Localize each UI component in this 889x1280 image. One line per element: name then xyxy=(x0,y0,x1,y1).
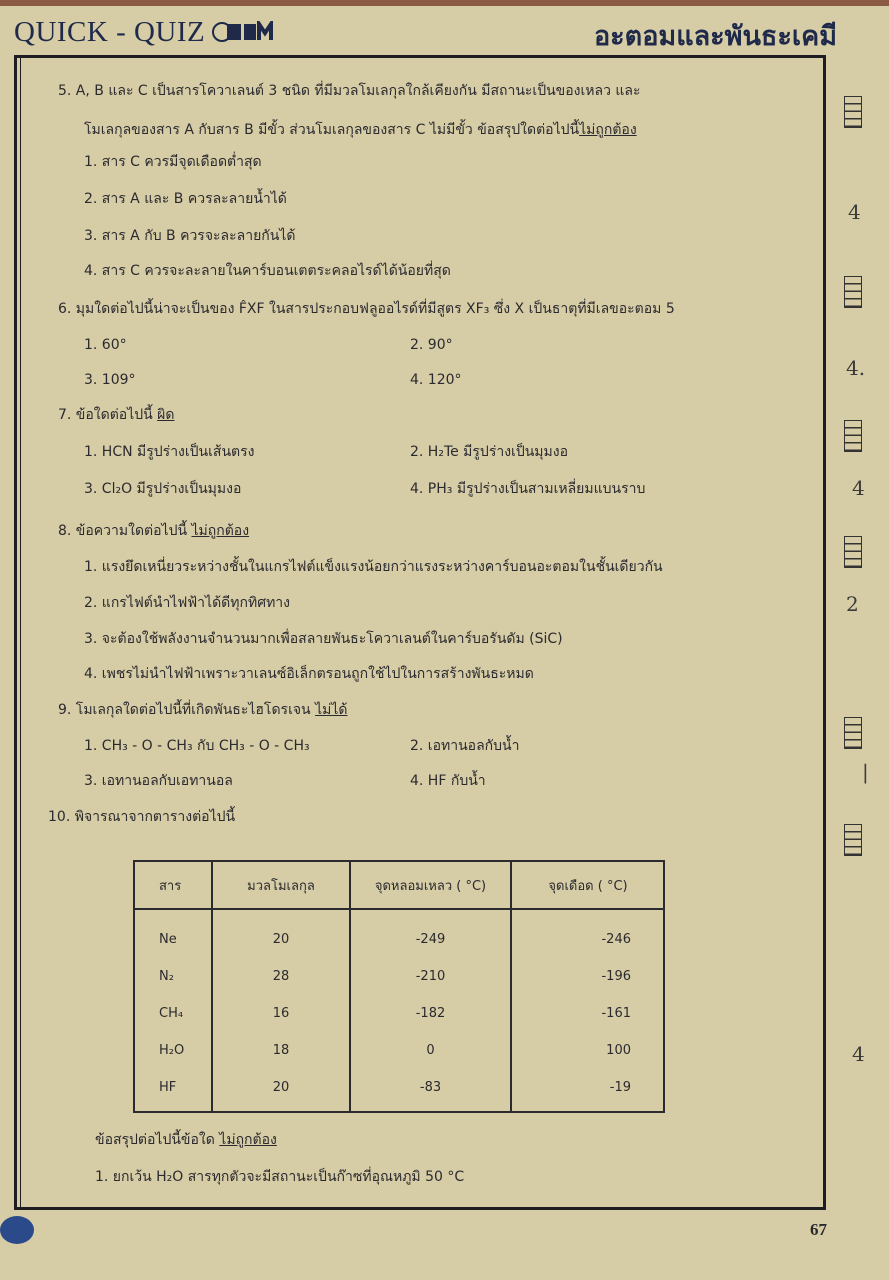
answer-box-q8[interactable] xyxy=(844,536,862,568)
header-substance: สาร xyxy=(134,861,212,909)
properties-table xyxy=(133,860,665,1113)
header-molar-mass: มวลโมเลกุล xyxy=(212,861,350,909)
handwritten-answer-q9: | xyxy=(862,760,869,784)
q6-stem: 6. มุมใดต่อไปนี้น่าจะเป็นของ F̂XF ในสารประกอบฟลูออไรด์ที่มีสูตร XF₃ ซึ่ง X เป็นธาตุที่มีเลขอะตอม 5 xyxy=(58,301,675,317)
q5-option-1: 1. สาร C ควรมีจุดเดือดต่ำสุด xyxy=(84,154,262,170)
q10-conclusion-text: ข้อสรุปต่อไปนี้ข้อใด xyxy=(95,1132,220,1148)
cell-melting-point: -83 xyxy=(350,1069,511,1112)
q7-option-1: 1. HCN มีรูปร่างเป็นเส้นตรง xyxy=(84,444,255,460)
cell-substance: CH₄ xyxy=(134,995,212,1032)
q7-option-3: 3. Cl₂O มีรูปร่างเป็นมุมงอ xyxy=(84,481,242,497)
q9-option-1: 1. CH₃ - O - CH₃ กับ CH₃ - O - CH₃ xyxy=(84,738,310,754)
q7-option-2: 2. H₂Te มีรูปร่างเป็นมุมงอ xyxy=(410,444,568,460)
cell-molar-mass: 18 xyxy=(212,1032,350,1069)
answer-box-q7[interactable] xyxy=(844,420,862,452)
q8-option-4: 4. เพชรไม่นำไฟฟ้าเพราะวาเลนซ์อิเล็กตรอนถูกใช้ไปในการสร้างพันธะหมด xyxy=(84,666,534,682)
quick-quiz-title: QUICK - QUIZ xyxy=(14,16,206,48)
series-title xyxy=(14,16,277,49)
answer-box-q10[interactable] xyxy=(844,824,862,856)
q5-stem-text: โมเลกุลของสาร A กับสาร B มีขั้ว ส่วนโมเลกุลของสาร C ไม่มีขั้ว ข้อสรุปใดต่อไปนี้ xyxy=(84,122,580,138)
table-row xyxy=(134,1069,664,1112)
corner-logo-icon xyxy=(0,1216,34,1244)
q9-stem xyxy=(58,701,347,719)
q5-stem-line2 xyxy=(84,121,637,139)
cell-molar-mass: 28 xyxy=(212,958,350,995)
cell-substance: Ne xyxy=(134,909,212,958)
q8-option-3: 3. จะต้องใช้พลังงานจำนวนมากเพื่อสลายพันธะโควาเลนต์ในคาร์บอรันดัม (SiC) xyxy=(84,631,563,647)
q5-emphasis: ไม่ถูกต้อง xyxy=(579,122,637,138)
q9-emphasis: ไม่ได้ xyxy=(315,702,348,718)
q5-option-4: 4. สาร C ควรจะละลายในคาร์บอนเตตระคลอไรด์ได้น้อยที่สุด xyxy=(84,263,451,279)
q9-option-2: 2. เอทานอลกับน้ำ xyxy=(410,738,520,754)
q9-stem-text: 9. โมเลกุลใดต่อไปนี้ที่เกิดพันธะไฮโดรเจน xyxy=(58,702,316,718)
q10-emphasis: ไม่ถูกต้อง xyxy=(219,1132,277,1148)
cell-melting-point: -182 xyxy=(350,995,511,1032)
handwritten-answer-q10: 4 xyxy=(852,1042,865,1066)
cell-boiling-point: 100 xyxy=(511,1032,664,1069)
q10-option-1: 1. ยกเว้น H₂O สารทุกตัวจะมีสถานะเป็นก๊าซที่อุณหภูมิ 50 °C xyxy=(95,1169,465,1185)
answer-box-q6[interactable] xyxy=(844,276,862,308)
q10-stem: 10. พิจารณาจากตารางต่อไปนี้ xyxy=(48,809,236,825)
q8-stem-text: 8. ข้อความใดต่อไปนี้ xyxy=(58,523,192,539)
q7-option-4: 4. PH₃ มีรูปร่างเป็นสามเหลี่ยมแบนราบ xyxy=(410,481,646,497)
cell-substance: N₂ xyxy=(134,958,212,995)
cell-molar-mass: 20 xyxy=(212,1069,350,1112)
q10-conclusion xyxy=(95,1131,277,1149)
q6-option-4: 4. 120° xyxy=(410,372,462,388)
handwritten-answer-q5: 4 xyxy=(848,200,861,224)
table-row xyxy=(134,958,664,995)
cell-molar-mass: 20 xyxy=(212,909,350,958)
answer-box-q9[interactable] xyxy=(844,717,862,749)
cell-molar-mass: 16 xyxy=(212,995,350,1032)
cell-melting-point: 0 xyxy=(350,1032,511,1069)
page-edge xyxy=(0,0,889,6)
q9-option-4: 4. HF กับน้ำ xyxy=(410,773,486,789)
cell-boiling-point: -161 xyxy=(511,995,664,1032)
q7-emphasis: ผิด xyxy=(157,407,175,423)
q8-option-2: 2. แกรไฟต์นำไฟฟ้าได้ดีทุกทิศทาง xyxy=(84,595,291,611)
cell-boiling-point: -196 xyxy=(511,958,664,995)
header-melting-point: จุดหลอมเหลว ( °C) xyxy=(350,861,511,909)
cell-substance: HF xyxy=(134,1069,212,1112)
q5-option-2: 2. สาร A และ B ควรละลายน้ำได้ xyxy=(84,191,287,207)
q6-option-2: 2. 90° xyxy=(410,337,453,353)
q7-stem xyxy=(58,406,174,424)
q6-option-1: 1. 60° xyxy=(84,337,127,353)
q7-stem-text: 7. ข้อใดต่อไปนี้ xyxy=(58,407,158,423)
cell-melting-point: -249 xyxy=(350,909,511,958)
q8-emphasis: ไม่ถูกต้อง xyxy=(191,523,250,539)
chem-logo-icon xyxy=(211,21,277,43)
cell-substance: H₂O xyxy=(134,1032,212,1069)
q5-stem-line1: 5. A, B และ C เป็นสารโควาเลนต์ 3 ชนิด ที่มีมวลโมเลกุลใกล้เคียงกัน มีสถานะเป็นของเหลว และ xyxy=(58,83,641,99)
q8-stem xyxy=(58,522,249,540)
q8-option-1: 1. แรงยึดเหนี่ยวระหว่างชั้นในแกรไฟต์แข็งแรงน้อยกว่าแรงระหว่างคาร์บอนอะตอมในชั้นเดียวกัน xyxy=(84,559,663,575)
table-row xyxy=(134,909,664,958)
table-row xyxy=(134,995,664,1032)
cell-melting-point: -210 xyxy=(350,958,511,995)
handwritten-answer-q8: 2 xyxy=(846,592,859,616)
q5-option-3: 3. สาร A กับ B ควรจะละลายกันได้ xyxy=(84,228,296,244)
header-boiling-point: จุดเดือด ( °C) xyxy=(511,861,664,909)
answer-box-q5[interactable] xyxy=(844,96,862,128)
table-header-row xyxy=(134,861,664,909)
chapter-title: อะตอมและพันธะเคมี xyxy=(593,21,837,52)
q6-option-3: 3. 109° xyxy=(84,372,136,388)
table-row xyxy=(134,1032,664,1069)
handwritten-answer-q6: 4. xyxy=(846,356,866,380)
cell-boiling-point: -19 xyxy=(511,1069,664,1112)
handwritten-answer-q7: 4 xyxy=(852,476,865,500)
cell-boiling-point: -246 xyxy=(511,909,664,958)
q9-option-3: 3. เอทานอลกับเอทานอล xyxy=(84,773,233,789)
page-number: 67 xyxy=(810,1220,827,1239)
